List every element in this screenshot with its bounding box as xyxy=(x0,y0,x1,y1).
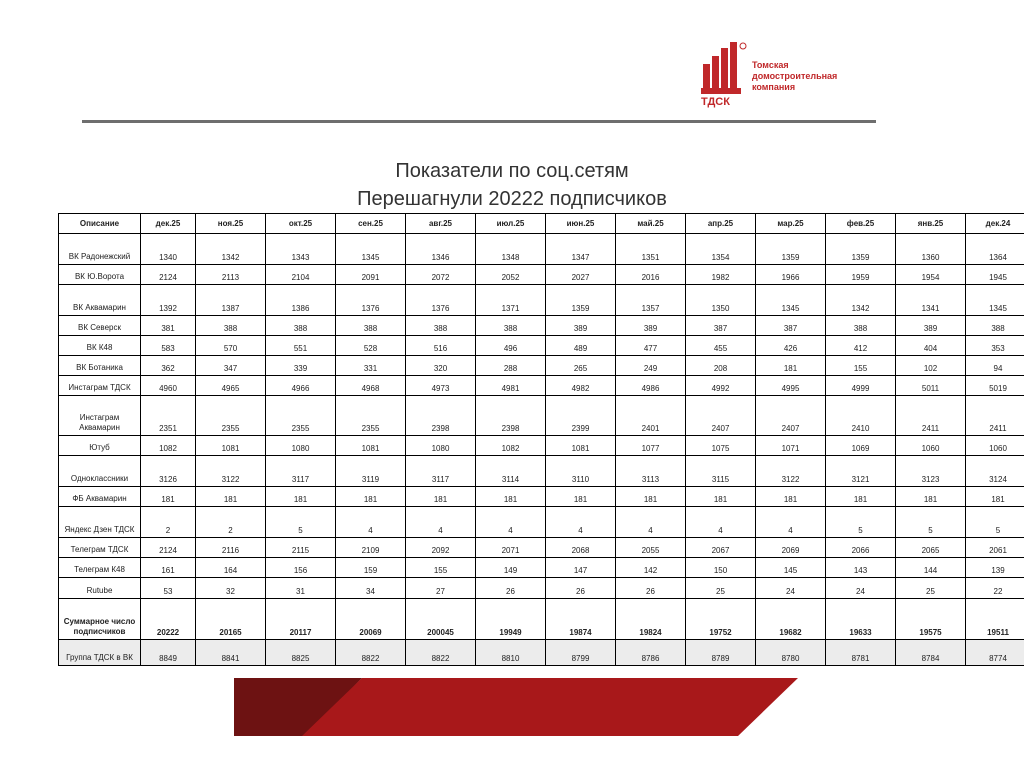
table-cell: 181 xyxy=(406,487,476,507)
table-cell: 26 xyxy=(546,578,616,599)
table-cell: 388 xyxy=(196,316,266,336)
table-cell: 3126 xyxy=(141,456,196,487)
table-cell: 265 xyxy=(546,356,616,376)
table-cell: 1080 xyxy=(406,436,476,456)
table-cell: 200045 xyxy=(406,599,476,640)
table-cell: 1340 xyxy=(141,234,196,265)
row-label: Суммарное число подписчиков xyxy=(59,599,141,640)
table-cell: 426 xyxy=(756,336,826,356)
table-row xyxy=(59,436,1024,456)
table-row xyxy=(59,356,1024,376)
table-cell: 5 xyxy=(966,507,1024,538)
table-row xyxy=(59,285,1024,316)
table-cell: 2355 xyxy=(336,396,406,436)
table-cell: 181 xyxy=(756,487,826,507)
table-cell: 20222 xyxy=(141,599,196,640)
table-cell: 2027 xyxy=(546,265,616,285)
table-cell: 22 xyxy=(966,578,1024,599)
table-cell: 1342 xyxy=(826,285,896,316)
row-label: Телеграм К48 xyxy=(59,558,141,578)
table-cell: 8841 xyxy=(196,640,266,666)
column-header-month: фев.25 xyxy=(826,214,896,234)
table-cell: 2398 xyxy=(406,396,476,436)
table-cell: 1081 xyxy=(336,436,406,456)
table-cell: 3115 xyxy=(686,456,756,487)
table-cell: 27 xyxy=(406,578,476,599)
table-cell: 1345 xyxy=(756,285,826,316)
table-cell: 2124 xyxy=(141,265,196,285)
table-cell: 570 xyxy=(196,336,266,356)
table-cell: 19824 xyxy=(616,599,686,640)
table-cell: 2351 xyxy=(141,396,196,436)
table-cell: 388 xyxy=(266,316,336,336)
logo-abbr: ТДСК xyxy=(701,96,730,108)
table-cell: 8780 xyxy=(756,640,826,666)
table-cell: 4995 xyxy=(756,376,826,396)
row-label: Телеграм ТДСК xyxy=(59,538,141,558)
table-cell: 388 xyxy=(476,316,546,336)
row-label: Инстаграм Аквамарин xyxy=(59,396,141,436)
table-cell: 2399 xyxy=(546,396,616,436)
row-label: Яндекс Дзен ТДСК xyxy=(59,507,141,538)
column-header-month: окт.25 xyxy=(266,214,336,234)
table-cell: 2055 xyxy=(616,538,686,558)
table-cell: 32 xyxy=(196,578,266,599)
table-cell: 387 xyxy=(756,316,826,336)
logo-mark-icon xyxy=(697,42,757,108)
table-row xyxy=(59,507,1024,538)
table-cell: 161 xyxy=(141,558,196,578)
table-cell: 155 xyxy=(826,356,896,376)
table-cell: 147 xyxy=(546,558,616,578)
table-cell: 2407 xyxy=(686,396,756,436)
table-cell: 516 xyxy=(406,336,476,356)
table-cell: 181 xyxy=(266,487,336,507)
table-cell: 1392 xyxy=(141,285,196,316)
table-cell: 404 xyxy=(896,336,966,356)
table-cell: 388 xyxy=(406,316,476,336)
table-row xyxy=(59,376,1024,396)
table-cell: 1060 xyxy=(966,436,1024,456)
table-row xyxy=(59,558,1024,578)
table-cell: 1959 xyxy=(826,265,896,285)
table-cell: 1345 xyxy=(966,285,1024,316)
table-cell: 347 xyxy=(196,356,266,376)
row-label: ФБ Аквамарин xyxy=(59,487,141,507)
table-cell: 2069 xyxy=(756,538,826,558)
table-row xyxy=(59,234,1024,265)
table-cell: 1359 xyxy=(546,285,616,316)
table-row xyxy=(59,396,1024,436)
table-cell: 8822 xyxy=(406,640,476,666)
table-cell: 1082 xyxy=(476,436,546,456)
table-row xyxy=(59,316,1024,336)
table-cell: 150 xyxy=(686,558,756,578)
table-cell: 3121 xyxy=(826,456,896,487)
table-cell: 139 xyxy=(966,558,1024,578)
table-cell: 388 xyxy=(826,316,896,336)
table-cell: 387 xyxy=(686,316,756,336)
table-cell: 25 xyxy=(896,578,966,599)
row-label: ВК Радонежский xyxy=(59,234,141,265)
table-row xyxy=(59,578,1024,599)
table-cell: 4 xyxy=(546,507,616,538)
column-header-month: авг.25 xyxy=(406,214,476,234)
table-cell: 4 xyxy=(686,507,756,538)
row-label: ВК Ботаника xyxy=(59,356,141,376)
table-cell: 181 xyxy=(336,487,406,507)
table-cell: 181 xyxy=(141,487,196,507)
table-cell: 102 xyxy=(896,356,966,376)
table-cell: 389 xyxy=(546,316,616,336)
table-cell: 388 xyxy=(336,316,406,336)
table-cell: 2115 xyxy=(266,538,336,558)
column-header-description: Описание xyxy=(59,214,141,234)
table-cell: 2410 xyxy=(826,396,896,436)
table-cell: 8786 xyxy=(616,640,686,666)
table-header-row xyxy=(59,214,1024,234)
table-cell: 8822 xyxy=(336,640,406,666)
table-cell: 1081 xyxy=(196,436,266,456)
table-cell: 181 xyxy=(896,487,966,507)
table-cell: 34 xyxy=(336,578,406,599)
table-cell: 3113 xyxy=(616,456,686,487)
table-cell: 4973 xyxy=(406,376,476,396)
table-cell: 455 xyxy=(686,336,756,356)
table-cell: 2 xyxy=(196,507,266,538)
logo-line-3: компания xyxy=(752,82,796,92)
table-cell: 2113 xyxy=(196,265,266,285)
column-header-month: июл.25 xyxy=(476,214,546,234)
table-cell: 19949 xyxy=(476,599,546,640)
table-cell: 3110 xyxy=(546,456,616,487)
table-cell: 2052 xyxy=(476,265,546,285)
table-cell: 145 xyxy=(756,558,826,578)
table-cell: 8799 xyxy=(546,640,616,666)
table-cell: 1060 xyxy=(896,436,966,456)
table-cell: 1342 xyxy=(196,234,266,265)
table-cell: 26 xyxy=(476,578,546,599)
table-cell: 1347 xyxy=(546,234,616,265)
table-cell: 8825 xyxy=(266,640,336,666)
logo-line-2: домостроительная xyxy=(752,71,838,81)
table-cell: 2016 xyxy=(616,265,686,285)
table-cell: 2091 xyxy=(336,265,406,285)
table-cell: 3123 xyxy=(896,456,966,487)
table-cell: 3119 xyxy=(336,456,406,487)
column-header-month: апр.25 xyxy=(686,214,756,234)
table-cell: 3122 xyxy=(756,456,826,487)
table-cell: 4982 xyxy=(546,376,616,396)
table-cell: 2355 xyxy=(196,396,266,436)
table-cell: 5019 xyxy=(966,376,1024,396)
table-cell: 208 xyxy=(686,356,756,376)
table-cell: 2 xyxy=(141,507,196,538)
column-header-month: июн.25 xyxy=(546,214,616,234)
table-cell: 19874 xyxy=(546,599,616,640)
table-cell: 1360 xyxy=(896,234,966,265)
table-cell: 3122 xyxy=(196,456,266,487)
column-header-month: ноя.25 xyxy=(196,214,266,234)
column-header-month: сен.25 xyxy=(336,214,406,234)
table-cell: 2072 xyxy=(406,265,476,285)
table-cell: 2401 xyxy=(616,396,686,436)
table-cell: 1387 xyxy=(196,285,266,316)
table-cell: 181 xyxy=(826,487,896,507)
table-cell: 2407 xyxy=(756,396,826,436)
row-label: Инстаграм ТДСК xyxy=(59,376,141,396)
table-cell: 5 xyxy=(266,507,336,538)
table-cell: 4968 xyxy=(336,376,406,396)
table-cell: 551 xyxy=(266,336,336,356)
table-cell: 4981 xyxy=(476,376,546,396)
table-cell: 1350 xyxy=(686,285,756,316)
table-cell: 20117 xyxy=(266,599,336,640)
table-cell: 20165 xyxy=(196,599,266,640)
table-cell: 2071 xyxy=(476,538,546,558)
table-cell: 1341 xyxy=(896,285,966,316)
table-cell: 4966 xyxy=(266,376,336,396)
table-cell: 339 xyxy=(266,356,336,376)
table-cell: 1386 xyxy=(266,285,336,316)
table-row xyxy=(59,538,1024,558)
table-cell: 1069 xyxy=(826,436,896,456)
table-cell: 2065 xyxy=(896,538,966,558)
table-cell: 164 xyxy=(196,558,266,578)
table-cell: 2066 xyxy=(826,538,896,558)
row-label: ВК Северск xyxy=(59,316,141,336)
table-cell: 1071 xyxy=(756,436,826,456)
table-cell: 1348 xyxy=(476,234,546,265)
table-cell: 181 xyxy=(686,487,756,507)
table-cell: 4 xyxy=(756,507,826,538)
table-cell: 362 xyxy=(141,356,196,376)
table-cell: 4 xyxy=(616,507,686,538)
table-cell: 8774 xyxy=(966,640,1024,666)
table-cell: 2092 xyxy=(406,538,476,558)
column-header-month: дек.24 xyxy=(966,214,1024,234)
table-cell: 477 xyxy=(616,336,686,356)
table-cell: 19575 xyxy=(896,599,966,640)
table-row xyxy=(59,265,1024,285)
table-cell: 2398 xyxy=(476,396,546,436)
table-cell: 8810 xyxy=(476,640,546,666)
table-cell: 142 xyxy=(616,558,686,578)
page-title: Показатели по соц.сетям xyxy=(395,160,629,182)
table-cell: 144 xyxy=(896,558,966,578)
logo-line-1: Томская xyxy=(752,60,789,70)
subscribers-table xyxy=(58,213,1024,666)
table-row xyxy=(59,456,1024,487)
table-cell: 19633 xyxy=(826,599,896,640)
table-cell: 1080 xyxy=(266,436,336,456)
table-cell: 1982 xyxy=(686,265,756,285)
table-cell: 249 xyxy=(616,356,686,376)
logo-text xyxy=(752,60,837,93)
table-cell: 2068 xyxy=(546,538,616,558)
table-cell: 8789 xyxy=(686,640,756,666)
table-cell: 8781 xyxy=(826,640,896,666)
table-cell: 2124 xyxy=(141,538,196,558)
table-cell: 24 xyxy=(756,578,826,599)
table-cell: 4960 xyxy=(141,376,196,396)
table-cell: 159 xyxy=(336,558,406,578)
table-cell: 2109 xyxy=(336,538,406,558)
row-label: Rutube xyxy=(59,578,141,599)
table-cell: 26 xyxy=(616,578,686,599)
table-cell: 8784 xyxy=(896,640,966,666)
table-cell: 1357 xyxy=(616,285,686,316)
table-cell: 3124 xyxy=(966,456,1024,487)
table-row xyxy=(59,599,1024,640)
table-cell: 181 xyxy=(546,487,616,507)
table-cell: 496 xyxy=(476,336,546,356)
table-cell: 2355 xyxy=(266,396,336,436)
page-subtitle: Перешагнули 20222 подписчиков xyxy=(357,188,667,210)
table-cell: 528 xyxy=(336,336,406,356)
table-cell: 4 xyxy=(406,507,476,538)
table-cell: 1364 xyxy=(966,234,1024,265)
column-header-month: май.25 xyxy=(616,214,686,234)
table-cell: 1351 xyxy=(616,234,686,265)
row-label: ВК Ю.Ворота xyxy=(59,265,141,285)
header-divider xyxy=(82,120,876,123)
table-cell: 3117 xyxy=(406,456,476,487)
table-cell: 20069 xyxy=(336,599,406,640)
table-cell: 181 xyxy=(966,487,1024,507)
table-cell: 155 xyxy=(406,558,476,578)
table-cell: 181 xyxy=(476,487,546,507)
table-cell: 2411 xyxy=(896,396,966,436)
table-cell: 1359 xyxy=(826,234,896,265)
table-cell: 1966 xyxy=(756,265,826,285)
table-cell: 4 xyxy=(476,507,546,538)
table-row xyxy=(59,336,1024,356)
table-cell: 1354 xyxy=(686,234,756,265)
table-cell: 1077 xyxy=(616,436,686,456)
table-cell: 331 xyxy=(336,356,406,376)
table-cell: 4 xyxy=(336,507,406,538)
table-cell: 3114 xyxy=(476,456,546,487)
table-cell: 288 xyxy=(476,356,546,376)
table-cell: 489 xyxy=(546,336,616,356)
table-cell: 181 xyxy=(196,487,266,507)
table-cell: 353 xyxy=(966,336,1024,356)
row-label: ВК Аквамарин xyxy=(59,285,141,316)
table-cell: 25 xyxy=(686,578,756,599)
table-cell: 412 xyxy=(826,336,896,356)
table-cell: 388 xyxy=(966,316,1024,336)
table-cell: 5 xyxy=(896,507,966,538)
table-cell: 1945 xyxy=(966,265,1024,285)
table-cell: 2104 xyxy=(266,265,336,285)
table-cell: 24 xyxy=(826,578,896,599)
column-header-month: янв.25 xyxy=(896,214,966,234)
table-cell: 2067 xyxy=(686,538,756,558)
table-cell: 1954 xyxy=(896,265,966,285)
table-row xyxy=(59,487,1024,507)
table-cell: 1359 xyxy=(756,234,826,265)
table-cell: 181 xyxy=(756,356,826,376)
column-header-month: дек.25 xyxy=(141,214,196,234)
table-cell: 4965 xyxy=(196,376,266,396)
table-cell: 31 xyxy=(266,578,336,599)
table-cell: 19511 xyxy=(966,599,1024,640)
table-cell: 1376 xyxy=(336,285,406,316)
table-cell: 1346 xyxy=(406,234,476,265)
table-cell: 1075 xyxy=(686,436,756,456)
table-cell: 2116 xyxy=(196,538,266,558)
table-cell: 156 xyxy=(266,558,336,578)
table-cell: 143 xyxy=(826,558,896,578)
row-label: Группа ТДСК в ВК xyxy=(59,640,141,666)
table-cell: 2411 xyxy=(966,396,1024,436)
table-cell: 5 xyxy=(826,507,896,538)
table-cell: 4999 xyxy=(826,376,896,396)
table-cell: 1371 xyxy=(476,285,546,316)
table-cell: 4992 xyxy=(686,376,756,396)
table-cell: 2061 xyxy=(966,538,1024,558)
table-cell: 320 xyxy=(406,356,476,376)
table-cell: 8849 xyxy=(141,640,196,666)
table-cell: 583 xyxy=(141,336,196,356)
table-cell: 3117 xyxy=(266,456,336,487)
row-label: Одноклассники xyxy=(59,456,141,487)
table-cell: 1082 xyxy=(141,436,196,456)
table-cell: 149 xyxy=(476,558,546,578)
row-label: ВК К48 xyxy=(59,336,141,356)
table-cell: 381 xyxy=(141,316,196,336)
table-cell: 1343 xyxy=(266,234,336,265)
table-cell: 1345 xyxy=(336,234,406,265)
table-cell: 94 xyxy=(966,356,1024,376)
row-label: Ютуб xyxy=(59,436,141,456)
table-cell: 389 xyxy=(896,316,966,336)
table-row xyxy=(59,640,1024,666)
table-cell: 1081 xyxy=(546,436,616,456)
table-cell: 53 xyxy=(141,578,196,599)
table-cell: 389 xyxy=(616,316,686,336)
table-cell: 4986 xyxy=(616,376,686,396)
table-cell: 5011 xyxy=(896,376,966,396)
table-cell: 1376 xyxy=(406,285,476,316)
column-header-month: мар.25 xyxy=(756,214,826,234)
table-cell: 19752 xyxy=(686,599,756,640)
table-cell: 181 xyxy=(616,487,686,507)
table-cell: 19682 xyxy=(756,599,826,640)
